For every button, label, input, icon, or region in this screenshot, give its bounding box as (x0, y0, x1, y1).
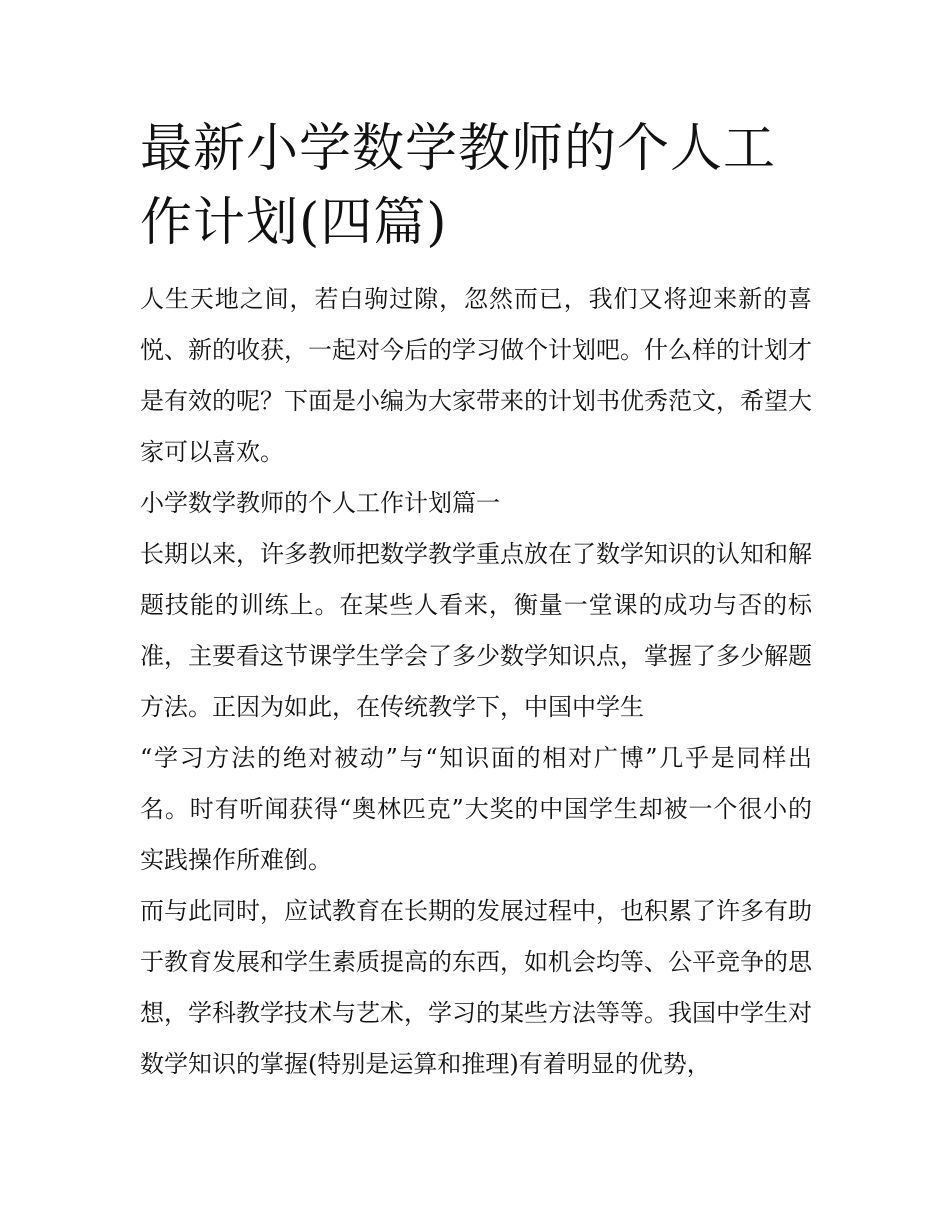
document-page (140, 112, 812, 1090)
section-heading: 小学数学教师的个人工作计划篇一 (140, 489, 500, 517)
document-title: 最新小学数学教师的个人工作计划(四篇) (140, 119, 777, 253)
intro-paragraph: 人生天地之间，若白驹过隙，忽然而已，我们又将迎来新的喜悦、新的收获，一起对今后的学习做个计划吧。什么样的计划才是有效的呢？下面是小编为大家带来的计划书优秀范文，希望大家可以喜欢。 (140, 285, 812, 466)
body-paragraph: “学习方法的绝对被动”与“知识面的相对广博”几乎是同样出名。时有听闻获得“奥林匹克”大奖的中国学生却被一个很小的实践操作所难倒。 (140, 744, 812, 874)
body-paragraph: 长期以来，许多教师把数学教学重点放在了数学知识的认知和解题技能的训练上。在某些人看来，衡量一堂课的成功与否的标准，主要看这节课学生学会了多少数学知识点，掌握了多少解题方法。正因为如此，在传统教学下，中国中学生 (140, 540, 812, 721)
body-paragraph: 而与此同时，应试教育在长期的发展过程中，也积累了许多有助于教育发展和学生素质提高的东西，如机会均等、公平竞争的思想，学科教学技术与艺术，学习的某些方法等等。我国中学生对数学知识的掌握(特别是运算和推理)有着明显的优势， (140, 897, 812, 1078)
